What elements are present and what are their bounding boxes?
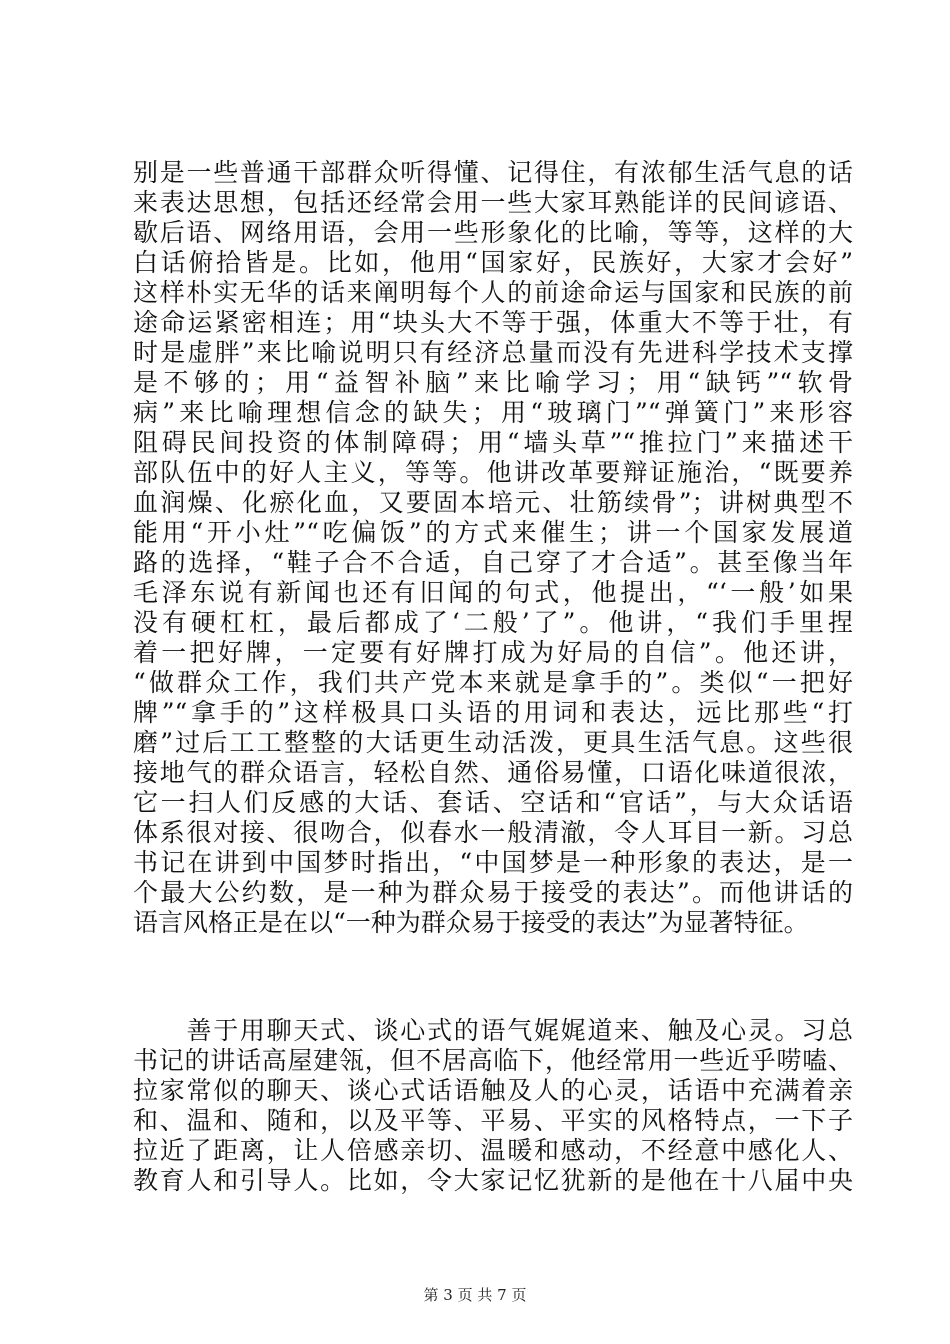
text-line: “做群众工作，我们共产党本来就是拿手的”。类似“一把好	[133, 668, 853, 697]
paragraph-2	[133, 1016, 853, 1196]
text-line: 语言风格正是在以“一种为群众易于接受的表达”为显著特征。	[133, 908, 809, 937]
text-line: 拉家常似的聊天、谈心式话语触及人的心灵，话语中充满着亲	[133, 1076, 853, 1105]
text-line: 着一把好牌，一定要有好牌打成为好局的自信”。他还讲，	[133, 638, 853, 667]
text-line: 是不够的；用“益智补脑”来比喻学习；用“缺钙”“软骨	[133, 368, 853, 397]
text-line: 接地气的群众语言，轻松自然、通俗易懂，口语化味道很浓，	[133, 758, 853, 787]
text-line: 磨”过后工工整整的大话更生动活泼，更具生活气息。这些很	[133, 728, 853, 757]
page-footer	[0, 1285, 950, 1305]
text-line: 没有硬杠杠，最后都成了‘二般’了”。他讲，“我们手里捏	[133, 608, 853, 637]
text-line: 和、温和、随和，以及平等、平易、平实的风格特点，一下子	[133, 1106, 853, 1135]
text-line: 病”来比喻理想信念的缺失；用“玻璃门”“弹簧门”来形容	[133, 398, 853, 427]
text-line: 能用“开小灶”“吃偏饭”的方式来催生；讲一个国家发展道	[133, 518, 853, 547]
page-number: 第 3 页 共 7 页	[423, 1286, 527, 1304]
text-line: 善于用聊天式、谈心式的语气娓娓道来、触及心灵。习总	[133, 1016, 853, 1045]
text-line: 教育人和引导人。比如，令大家记忆犹新的是他在十八届中央	[133, 1166, 853, 1195]
text-line: 个最大公约数，是一种为群众易于接受的表达”。而他讲话的	[133, 878, 853, 907]
text-line: 部队伍中的好人主义，等等。他讲改革要辩证施治，“既要养	[133, 458, 853, 487]
text-line: 血润燥、化瘀化血，又要固本培元、壮筋续骨”；讲树典型不	[133, 488, 853, 517]
text-line: 书记在讲到中国梦时指出，“中国梦是一种形象的表达，是一	[133, 848, 853, 877]
text-line: 牌”“拿手的”这样极具口头语的用词和表达，远比那些“打	[133, 698, 853, 727]
text-line: 时是虚胖”来比喻说明只有经济总量而没有先进科学技术支撑	[133, 338, 853, 367]
text-line: 这样朴实无华的话来阐明每个人的前途命运与国家和民族的前	[133, 278, 853, 307]
text-line: 别是一些普通干部群众听得懂、记得住，有浓郁生活气息的话	[133, 158, 853, 187]
text-line: 来表达思想，包括还经常会用一些大家耳熟能详的民间谚语、	[133, 188, 853, 217]
text-line: 白话俯拾皆是。比如，他用“国家好，民族好，大家才会好”	[133, 248, 853, 277]
paragraph-1	[133, 158, 853, 938]
text-line: 它一扫人们反感的大话、套话、空话和“官话”，与大众话语	[133, 788, 853, 817]
text-line: 书记的讲话高屋建瓴，但不居高临下，他经常用一些近乎唠嗑、	[133, 1046, 853, 1075]
text-line: 体系很对接、很吻合，似春水一般清澈，令人耳目一新。习总	[133, 818, 853, 847]
text-line: 毛泽东说有新闻也还有旧闻的句式，他提出，“‘一般’如果	[133, 578, 853, 607]
text-line: 途命运紧密相连；用“块头大不等于强，体重大不等于壮，有	[133, 308, 853, 337]
text-line: 路的选择，“鞋子合不合适，自己穿了才合适”。甚至像当年	[133, 548, 853, 577]
text-line: 阻碍民间投资的体制障碍；用“墙头草”“推拉门”来描述干	[133, 428, 853, 457]
text-line: 拉近了距离，让人倍感亲切、温暖和感动，不经意中感化人、	[133, 1136, 853, 1165]
text-line: 歇后语、网络用语，会用一些形象化的比喻，等等，这样的大	[133, 218, 853, 247]
